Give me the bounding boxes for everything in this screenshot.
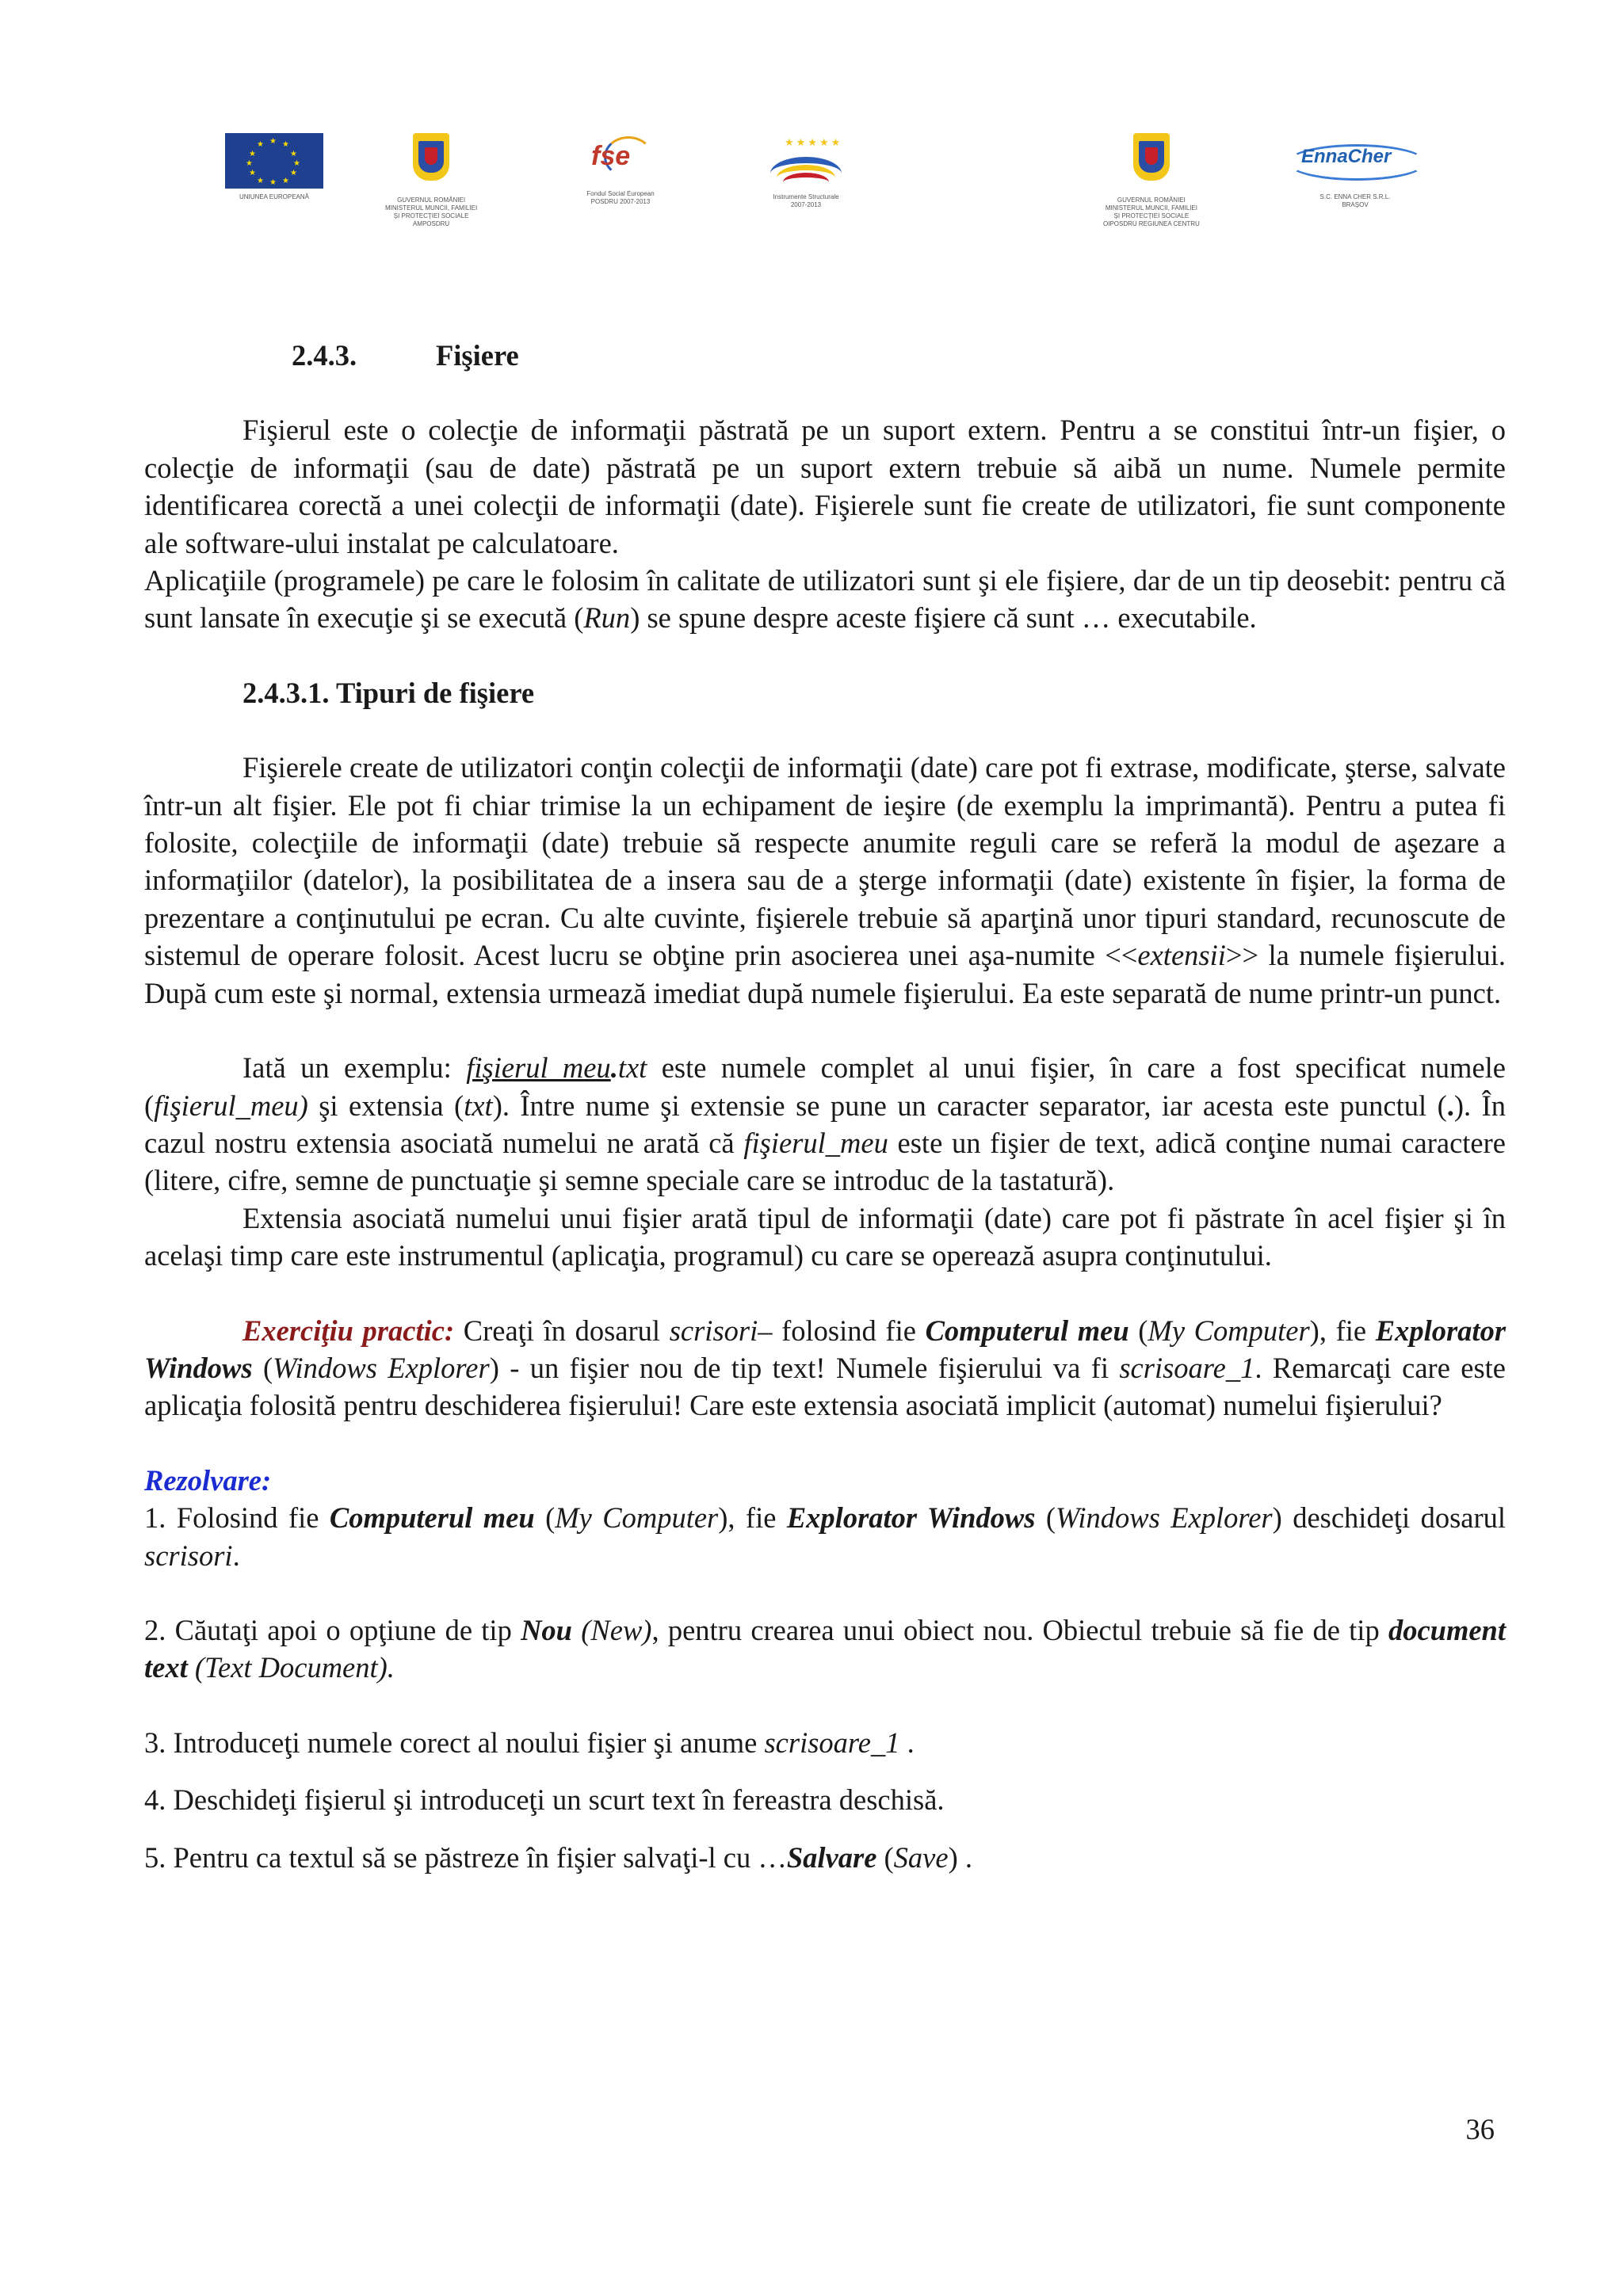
coat-of-arms-icon [1125, 133, 1178, 192]
is-logo [762, 133, 850, 209]
ennacher-logo-icon [1284, 133, 1426, 189]
document-body [144, 337, 1506, 1876]
gov-left-logo [385, 133, 477, 228]
solution-step-1: 1. Folosind fie Computerul meu (My Computer), fie Explorator Windows (Windows Explorer) deschideţi dosarul scrisori. [144, 1501, 1507, 1572]
eu-caption: UNIUNEA EUROPEANĂ [239, 193, 310, 200]
coat-of-arms-icon [405, 133, 457, 192]
example-paragraph: Iată un exemplu: fişierul_meu.txt este numele complet al unui fişier, în care a fost specificat numele (fişierul_meu) şi extensia (txt). Între nume şi extensie se pune un caracter separator, iar acesta este punctul (.). În cazul nostru extensia asociată numelui ne arată că fişierul_meu este un fişier de text, adică conţine numai caractere (litere, cifre, semne de punctuaţie şi semne speciale care se introduc de la tastatură). [144, 1051, 1506, 1197]
intro-paragraph-2: Aplicaţiile (programele) pe care le folosim în calitate de utilizatori sunt şi ele fişiere, dar de un tip deosebit: pentru că sunt lansate în execuţie şi se execută (Run) se spune despre aceste fişiere că sunt … executabile. [144, 564, 1506, 635]
types-paragraph: Fişierele create de utilizatori conţin colecţii de informaţii (date) care pot fi extrase, modificate, şterse, salvate într-un alt fişier. Ele pot fi chiar trimise la un echipament de ieşire (de exemplu la imprimantă). Pentru a putea fi folosite, colecţiile de informaţii (date) trebuie să respecte anumite reguli care se referă la modul de aşezare a informaţiilor (datelor), la posibilitatea de a insera sau de a şterge informaţii (date) existente în fişier, la forma de prezentare a conţinutului pe ecran. Cu alte cuvinte, fişierele trebuie să aparţină unor tipuri standard, recunoscute de sistemul de operare folosit. Acest lucru se obţine prin asocierea unei aşa-numite <<extensii>> la numele fişierului. După cum este şi normal, extensia urmează imediat după numele fişierului. Ea este separată de nume printr-un punct. [144, 751, 1506, 1009]
eu-flag-icon: ★ ★ ★ ★ ★ ★ ★ ★ ★ ★ ★ ★ [225, 133, 323, 189]
fse-logo [585, 133, 656, 206]
solution-step-3: 3. Introduceţi numele corect al noului fişier şi anume scrisoare_1 . [144, 1726, 915, 1759]
eu-logo [225, 133, 323, 201]
exercise-paragraph: Exerciţiu practic: Creaţi în dosarul scrisori– folosind fie Computerul meu (My Computer), fie Explorator Windows (Windows Explorer) - un fişier nou de tip text! Numele fişierului va fi scrisoare_1. Remarcaţi care este aplicaţia folosită pentru deschiderea fişierului! Care este extensia asociată implicit (automat) numelui fişierului? [144, 1314, 1507, 1422]
gov-left-caption: GUVERNUL ROMÂNIEI MINISTERUL MUNCII, FAMILIEI ȘI PROTECȚIEI SOCIALE AMPOSDRU [385, 196, 478, 227]
solution-step-2: 2. Căutaţi apoi o opţiune de tip Nou (New), pentru crearea unui obiect nou. Obiectul trebuie să fie de tip document text (Text Document). [144, 1613, 1506, 1684]
solution-label: Rezolvare: [144, 1463, 272, 1497]
fse-logo-text: fse [591, 141, 631, 171]
ennacher-caption: S.C. ENNA CHER S.R.L. BRAȘOV [1319, 193, 1391, 208]
solution-heading [144, 1462, 1506, 1499]
ennacher-logo [1284, 133, 1426, 209]
ennacher-logo-text: EnnaCher [1301, 146, 1392, 167]
solution-step-4: 4. Deschideţi fişierul şi introduceţi un scurt text în fereastra deschisă. [144, 1783, 945, 1817]
gov-right-caption: GUVERNUL ROMÂNIEI MINISTERUL MUNCII, FAMILIEI ȘI PROTECȚIEI SOCIALE OIPOSDRU REGIUNEA CENTRU [1103, 196, 1200, 227]
intro-paragraph-1: Fişierul este o colecţie de informaţii păstrată pe un suport extern. Pentru a se constitui într-un fişier, o colecţie de informaţii (sau de date) păstrată pe un suport extern trebuie să aibă un nume. Numele permite identificarea corectă a unei colecţii de informaţii (date). Fişierele sunt fie create de utilizatori, fie sunt componente ale software-ului instalat pe calculatoare. [144, 414, 1506, 559]
fse-caption: Fondul Social European POSDRU 2007-2013 [586, 190, 655, 205]
structural-instruments-icon: ★★★★★ [762, 133, 850, 189]
exercise-label: Exerciţiu practic: [242, 1314, 455, 1347]
subsection-heading: 2.4.3.1. Tipuri de fişiere [242, 676, 535, 709]
page-number: 36 [1465, 2113, 1495, 2145]
is-caption: Instrumente Structurale 2007-2013 [773, 193, 839, 208]
gov-right-logo [1103, 133, 1200, 228]
solution-step-5: 5. Pentru ca textul să se păstreze în fişier salvaţi-l cu …Salvare (Save) . [144, 1840, 972, 1874]
header-logos [0, 133, 1623, 252]
section-heading [144, 337, 1506, 374]
section-title: Fişiere [436, 339, 519, 372]
extension-paragraph: Extensia asociată numelui unui fişier arată tipul de informaţii (date) care pot fi păstrate în acel fişier şi în acelaşi timp care este instrumentul (aplicaţia, programul) cu care se operează asupra conţinutului. [144, 1201, 1506, 1272]
fse-logo-icon [585, 133, 656, 185]
section-number: 2.4.3. [292, 339, 357, 372]
